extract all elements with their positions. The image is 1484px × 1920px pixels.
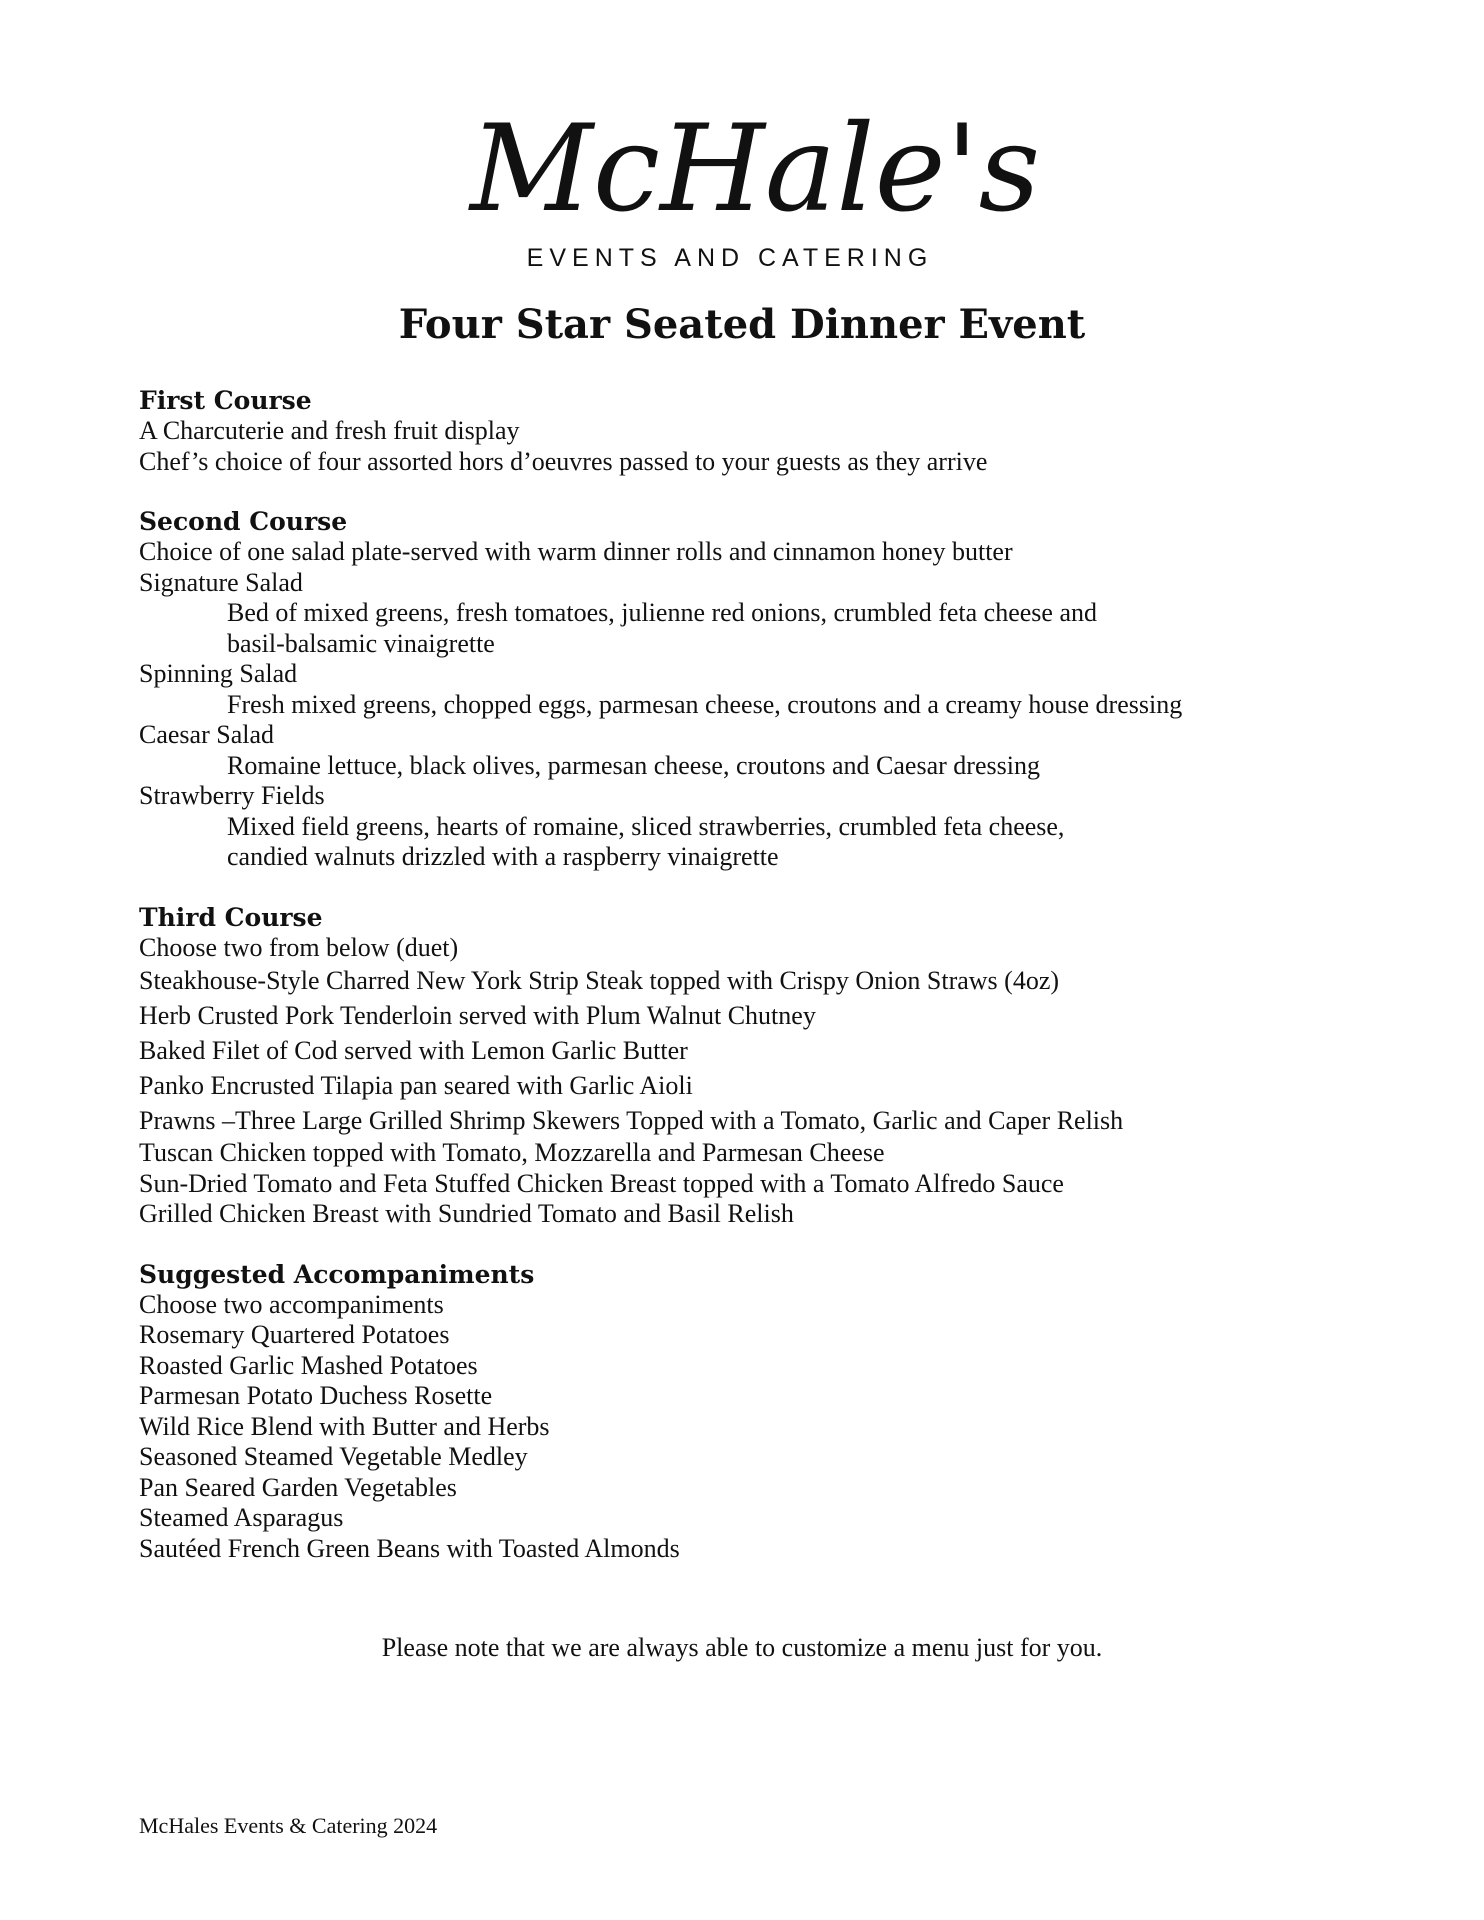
- logo-script-name: McHale's: [470, 100, 1041, 239]
- entree-item: Panko Encrusted Tilapia pan seared with Garlic Aioli: [139, 1071, 693, 1100]
- entree-item: Steakhouse-Style Charred New York Strip Steak topped with Crispy Onion Straws (4oz): [139, 966, 1060, 995]
- section-heading: Suggested Accompaniments: [139, 1259, 535, 1289]
- entree-item: Tuscan Chicken topped with Tomato, Mozzarella and Parmesan Cheese: [139, 1138, 885, 1167]
- accompaniment-item: Steamed Asparagus: [139, 1503, 344, 1532]
- accompaniment-item: Rosemary Quartered Potatoes: [139, 1320, 450, 1349]
- entree-item: Herb Crusted Pork Tenderloin served with Plum Walnut Chutney: [139, 1001, 816, 1030]
- accompaniment-item: Parmesan Potato Duchess Rosette: [139, 1381, 493, 1410]
- salad-description: Romaine lettuce, black olives, parmesan cheese, croutons and Caesar dressing: [227, 750, 1040, 780]
- customization-note: Please note that we are always able to customize a menu just for you.: [381, 1633, 1103, 1662]
- menu-line: A Charcuterie and fresh fruit display: [139, 416, 520, 445]
- footer-text: McHales Events & Catering 2024: [139, 1813, 438, 1838]
- salad-name: Signature Salad: [139, 567, 303, 597]
- section-intro: Choose two accompaniments: [139, 1289, 444, 1319]
- entree-item: Grilled Chicken Breast with Sundried Tomato and Basil Relish: [139, 1199, 794, 1228]
- salad-description: basil-balsamic vinaigrette: [227, 628, 495, 658]
- accompaniments-section: [139, 1260, 1349, 1565]
- third-course-section: [139, 903, 1349, 1230]
- entree-list: [139, 963, 1349, 1138]
- accompaniment-item: Sautéed French Green Beans with Toasted Almonds: [139, 1533, 680, 1563]
- logo-tagline: EVENTS AND CATERING: [526, 244, 934, 272]
- accompaniment-item: Roasted Garlic Mashed Potatoes: [139, 1350, 478, 1380]
- salad-name: Spinning Salad: [139, 659, 298, 688]
- accompaniment-item: Pan Seared Garden Vegetables: [139, 1472, 457, 1502]
- accompaniment-item: Seasoned Steamed Vegetable Medley: [139, 1442, 528, 1471]
- menu-content: [139, 386, 1349, 1594]
- salad-description: Fresh mixed greens, chopped eggs, parmesan cheese, croutons and a creamy house dressing: [227, 689, 1183, 719]
- salad-name: Caesar Salad: [139, 720, 275, 749]
- page-title: Four Star Seated Dinner Event: [398, 301, 1086, 348]
- section-heading: First Course: [139, 386, 312, 415]
- entree-item: Prawns –Three Large Grilled Shrimp Skewers Topped with a Tomato, Garlic and Caper Relish: [139, 1106, 1124, 1135]
- salad-description: candied walnuts drizzled with a raspberry vinaigrette: [227, 842, 779, 871]
- salad-description: Bed of mixed greens, fresh tomatoes, julienne red onions, crumbled feta cheese and: [227, 598, 1097, 627]
- menu-line: Chef’s choice of four assorted hors d’oeuvres passed to your guests as they arrive: [139, 446, 988, 476]
- company-logo: [470, 96, 1041, 276]
- salad-name: Strawberry Fields: [139, 781, 325, 810]
- entree-item: Sun-Dried Tomato and Feta Stuffed Chicken Breast topped with a Tomato Alfredo Sauce: [139, 1168, 1064, 1198]
- section-heading: Second Course: [139, 507, 348, 536]
- entree-item: Baked Filet of Cod served with Lemon Garlic Butter: [139, 1036, 688, 1065]
- section-intro: Choice of one salad plate-served with warm dinner rolls and cinnamon honey butter: [139, 537, 1013, 566]
- salad-description: Mixed field greens, hearts of romaine, sliced strawberries, crumbled feta cheese,: [227, 811, 1065, 841]
- accompaniment-item: Wild Rice Blend with Butter and Herbs: [139, 1411, 550, 1441]
- first-course-section: [139, 386, 1349, 477]
- section-intro: Choose two from below (duet): [139, 932, 459, 962]
- section-heading: Third Course: [139, 902, 323, 932]
- second-course-section: [139, 507, 1349, 873]
